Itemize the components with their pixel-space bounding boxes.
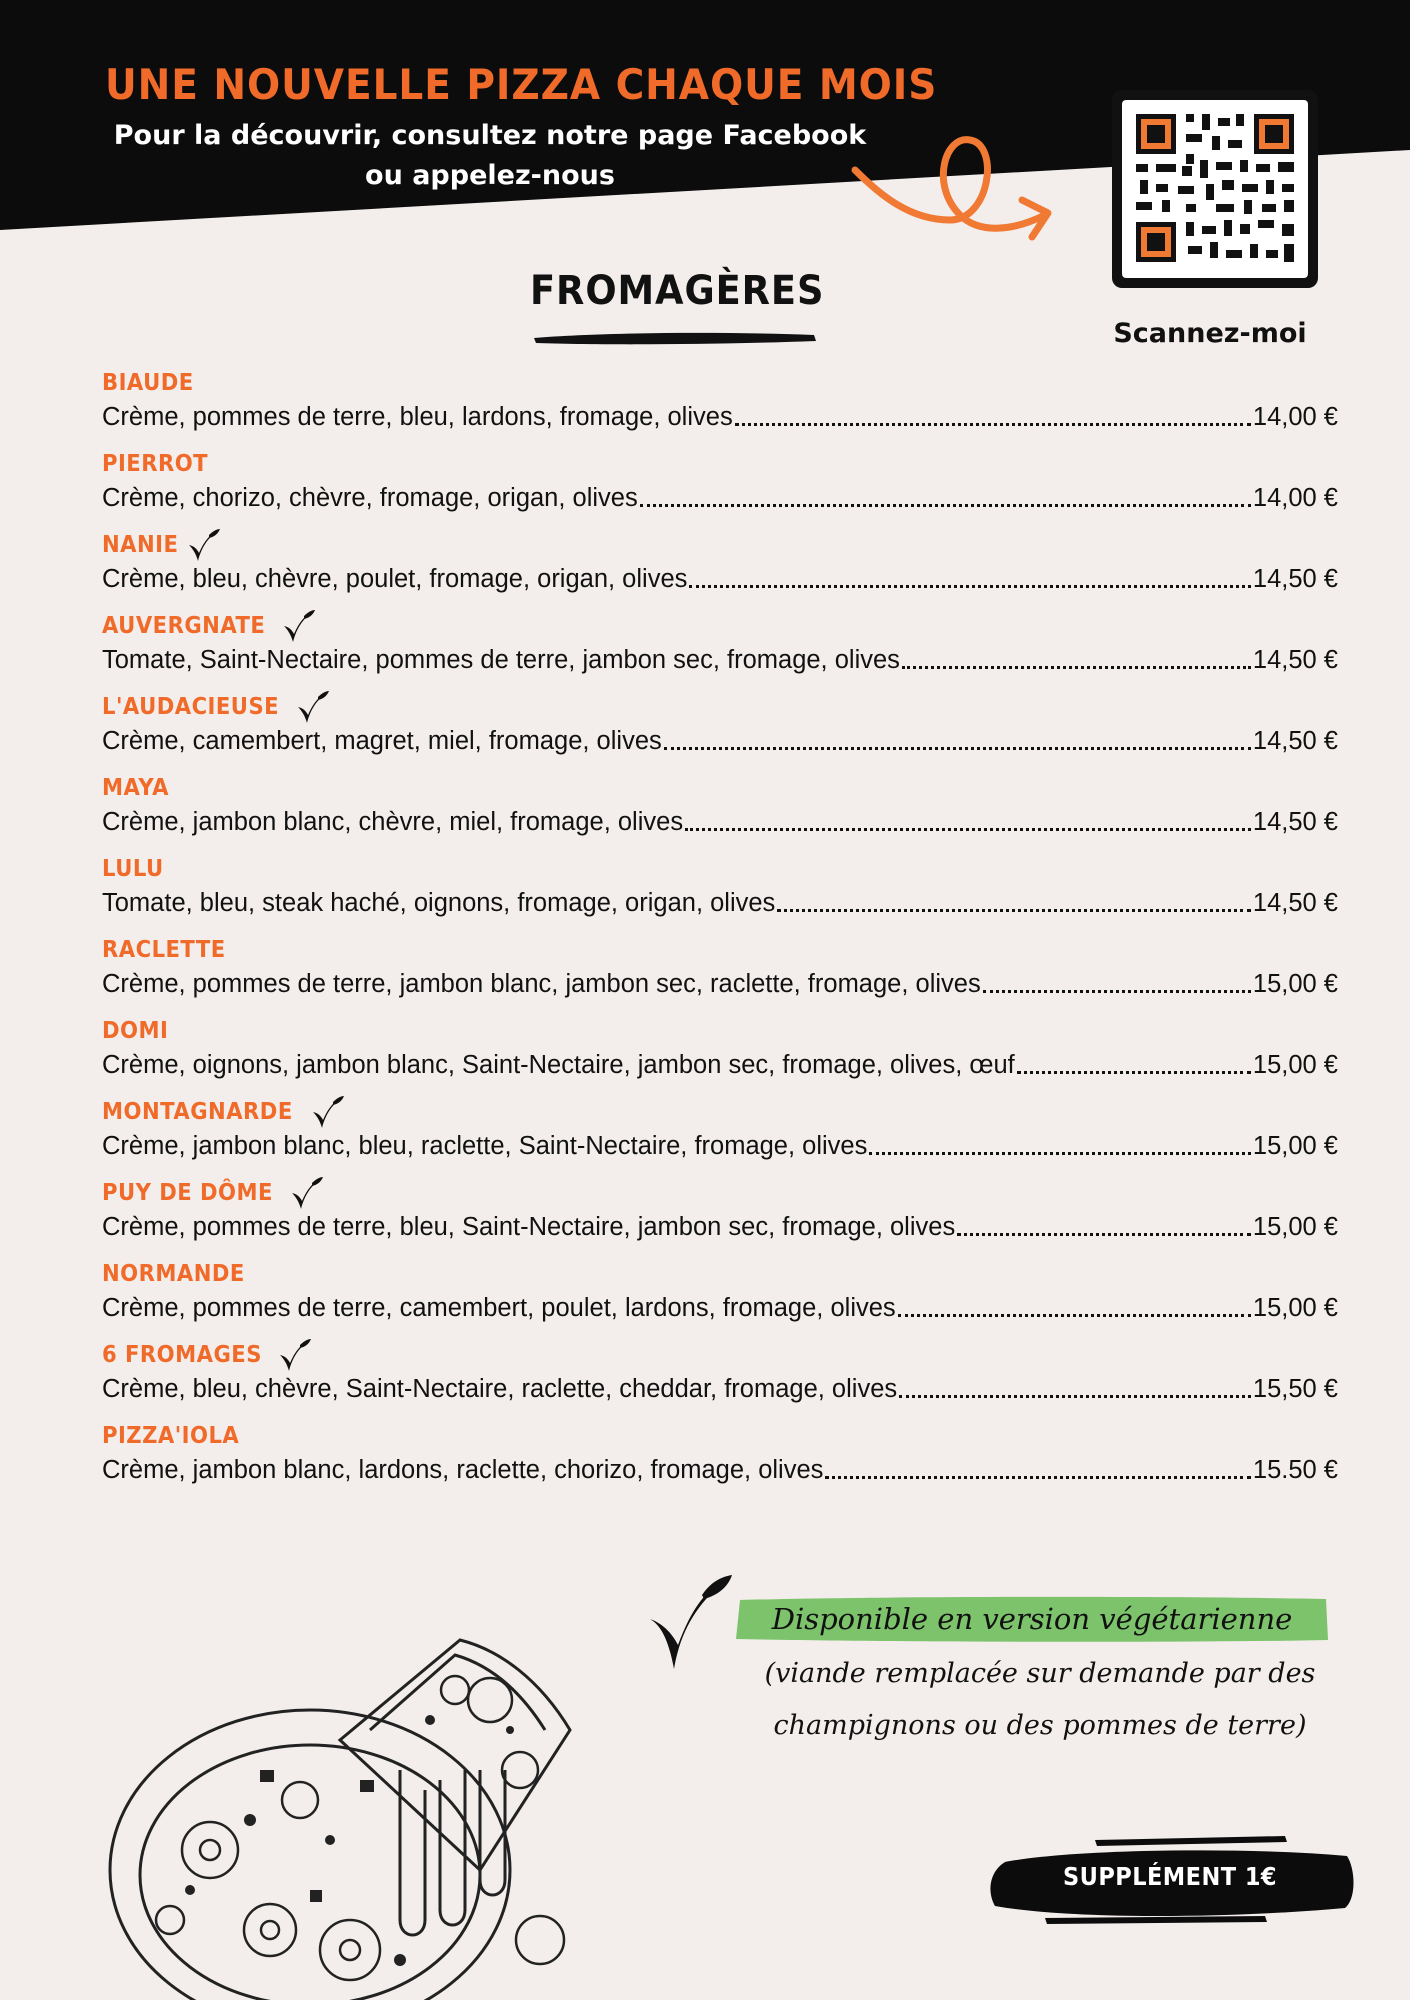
item-price: 15.50 €	[1252, 1456, 1338, 1484]
supplement-label: SUPPLÉMENT 1€	[1062, 1862, 1278, 1891]
vegetarian-note-line2: champignons ou des pommes de terre)	[773, 1710, 1307, 1741]
vegetarian-leaf-icon	[282, 608, 316, 644]
title-underline	[530, 325, 820, 349]
item-price: 15,00 €	[1252, 1294, 1338, 1322]
vegetarian-note-line1: (viande remplacée sur demande par des	[764, 1658, 1316, 1689]
qr-label: Scannez-moi	[1113, 318, 1307, 349]
item-name: DOMI	[102, 1018, 169, 1044]
item-description: Crème, jambon blanc, chèvre, miel, fromage, olives	[102, 808, 684, 836]
leader-dots	[664, 747, 1251, 750]
header-title: UNE NOUVELLE PIZZA CHAQUE MOIS	[105, 60, 938, 109]
leader-dots	[685, 828, 1251, 831]
pizza-illustration	[100, 1620, 680, 2000]
item-name: AUVERGNATE	[102, 613, 266, 639]
menu-item-pierrot	[102, 447, 1338, 528]
leader-dots	[640, 504, 1251, 507]
vegetarian-note-title: Disponible en version végétarienne	[771, 1602, 1293, 1636]
item-description: Tomate, Saint-Nectaire, pommes de terre, jambon sec, fromage, olives	[102, 646, 900, 674]
header-subtitle-line1: Pour la découvrir, consultez notre page Facebook	[113, 120, 867, 151]
leader-dots	[983, 990, 1251, 993]
qr-code[interactable]	[1112, 90, 1318, 288]
menu-item-laudacieuse	[102, 690, 1338, 771]
menu-list	[102, 366, 1338, 1500]
leader-dots	[825, 1476, 1250, 1479]
leader-dots	[957, 1233, 1251, 1236]
item-name: PIERROT	[102, 451, 209, 477]
leader-dots	[899, 1395, 1251, 1398]
item-name: RACLETTE	[102, 937, 226, 963]
item-name: NORMANDE	[102, 1261, 245, 1287]
item-description: Crème, jambon blanc, bleu, raclette, Saint-Nectaire, fromage, olives	[102, 1132, 868, 1160]
item-name: L'AUDACIEUSE	[102, 694, 280, 720]
item-price: 15,00 €	[1252, 970, 1338, 998]
leader-dots	[1017, 1071, 1251, 1074]
menu-item-maya	[102, 771, 1338, 852]
vegetarian-leaf-icon	[296, 689, 330, 725]
item-description: Crème, pommes de terre, bleu, Saint-Nectaire, jambon sec, fromage, olives	[102, 1213, 956, 1241]
menu-item-6-fromages	[102, 1338, 1338, 1419]
menu-item-auvergnate	[102, 609, 1338, 690]
leader-dots	[689, 585, 1251, 588]
item-price: 14,00 €	[1252, 484, 1338, 512]
menu-item-montagnarde	[102, 1095, 1338, 1176]
item-description: Crème, pommes de terre, bleu, lardons, fromage, olives	[102, 403, 733, 431]
vegetarian-leaf-icon	[187, 527, 221, 563]
menu-item-puy-de-dome	[102, 1176, 1338, 1257]
menu-item-biaude	[102, 366, 1338, 447]
vegetarian-leaf-icon	[278, 1337, 312, 1373]
item-description: Crème, pommes de terre, jambon blanc, jambon sec, raclette, fromage, olives	[102, 970, 981, 998]
item-price: 14,50 €	[1252, 565, 1338, 593]
item-price: 15,00 €	[1252, 1213, 1338, 1241]
item-name: PUY DE DÔME	[102, 1180, 273, 1206]
item-description: Crème, chorizo, chèvre, fromage, origan, olives	[102, 484, 638, 512]
leader-dots	[735, 423, 1251, 426]
item-name: BIAUDE	[102, 370, 194, 396]
leader-dots	[898, 1314, 1251, 1317]
section-title: FROMAGÈRES	[530, 268, 825, 314]
item-description: Crème, camembert, magret, miel, fromage, olives	[102, 727, 662, 755]
menu-item-normande	[102, 1257, 1338, 1338]
item-description: Crème, bleu, chèvre, Saint-Nectaire, raclette, cheddar, fromage, olives	[102, 1375, 898, 1403]
item-name: MAYA	[102, 775, 169, 801]
item-price: 14,50 €	[1252, 646, 1338, 674]
item-price: 15,50 €	[1252, 1375, 1338, 1403]
item-description: Crème, oignons, jambon blanc, Saint-Nectaire, jambon sec, fromage, olives, œuf	[102, 1051, 1015, 1079]
menu-item-domi	[102, 1014, 1338, 1095]
item-price: 15,00 €	[1252, 1051, 1338, 1079]
item-name: NANIE	[102, 532, 179, 558]
item-name: 6 FROMAGES	[102, 1342, 262, 1368]
item-description: Tomate, bleu, steak haché, oignons, fromage, origan, olives	[102, 889, 776, 917]
item-name: MONTAGNARDE	[102, 1099, 293, 1125]
item-description: Crème, jambon blanc, lardons, raclette, chorizo, fromage, olives	[102, 1456, 824, 1484]
item-price: 14,50 €	[1252, 889, 1338, 917]
item-description: Crème, bleu, chèvre, poulet, fromage, origan, olives	[102, 565, 688, 593]
vegetarian-note-description	[730, 1648, 1350, 1752]
menu-item-lulu	[102, 852, 1338, 933]
menu-item-raclette	[102, 933, 1338, 1014]
curly-arrow-icon	[850, 125, 1060, 265]
leader-dots	[777, 909, 1251, 912]
vegetarian-leaf-icon	[311, 1094, 345, 1130]
menu-item-pizzaiola	[102, 1419, 1338, 1500]
header-subtitle	[90, 116, 890, 196]
vegetarian-leaf-icon	[290, 1175, 324, 1211]
item-price: 14,00 €	[1252, 403, 1338, 431]
item-name: PIZZA'IOLA	[102, 1423, 240, 1449]
item-description: Crème, pommes de terre, camembert, poulet, lardons, fromage, olives	[102, 1294, 896, 1322]
leader-dots	[902, 666, 1251, 669]
menu-item-nanie	[102, 528, 1338, 609]
item-price: 14,50 €	[1252, 808, 1338, 836]
header-subtitle-line2: ou appelez-nous	[365, 160, 615, 191]
item-name: LULU	[102, 856, 164, 882]
leader-dots	[869, 1152, 1251, 1155]
qr-code-icon	[1122, 100, 1308, 278]
item-price: 14,50 €	[1252, 727, 1338, 755]
item-price: 15,00 €	[1252, 1132, 1338, 1160]
